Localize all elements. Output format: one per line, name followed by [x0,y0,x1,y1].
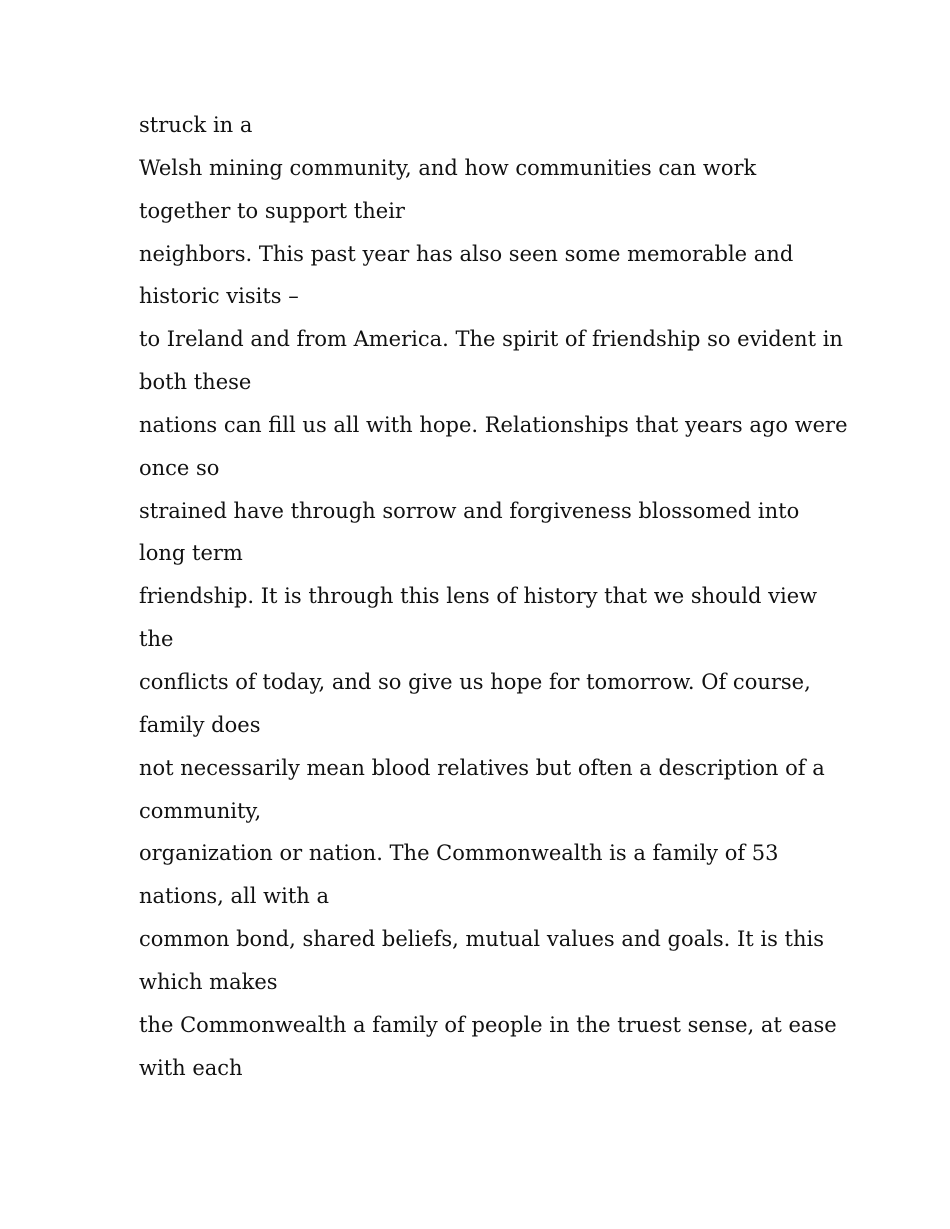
body-text [139,104,848,1089]
text-line: long term [139,541,243,566]
text-line: both these [139,370,252,395]
text-line: common bond, shared beliefs, mutual values and goals. It is this [139,927,824,952]
text-line: once so [139,455,220,480]
text-line: nations, all with a [139,884,329,909]
text-line: not necessarily mean blood relatives but often a description of a [139,755,825,780]
text-line: the Commonwealth a family of people in the truest sense, at ease [139,1012,837,1037]
text-line: friendship. It is through this lens of history that we should view [139,584,818,609]
text-line: family does [139,712,261,737]
text-line: struck in a [139,113,253,137]
text-line: conflicts of today, and so give us hope for tomorrow. Of course, [139,669,811,694]
text-line: Welsh mining community, and how communities can work [139,155,757,180]
text-line: together to support their [139,198,405,223]
text-line: neighbors. This past year has also seen some memorable and [139,241,794,266]
text-line: historic visits – [139,284,299,309]
text-line: which makes [139,969,278,994]
text-line: the [139,627,174,652]
text-line: community, [139,798,262,823]
text-line: strained have through sorrow and forgiveness blossomed into [139,498,800,523]
text-line: with each [139,1055,243,1080]
text-line: to Ireland and from America. The spirit of friendship so evident in [139,327,843,352]
text-line: organization or nation. The Commonwealth is a family of 53 [139,841,779,866]
text-line: nations can fill us all with hope. Relationships that years ago were [139,412,848,437]
